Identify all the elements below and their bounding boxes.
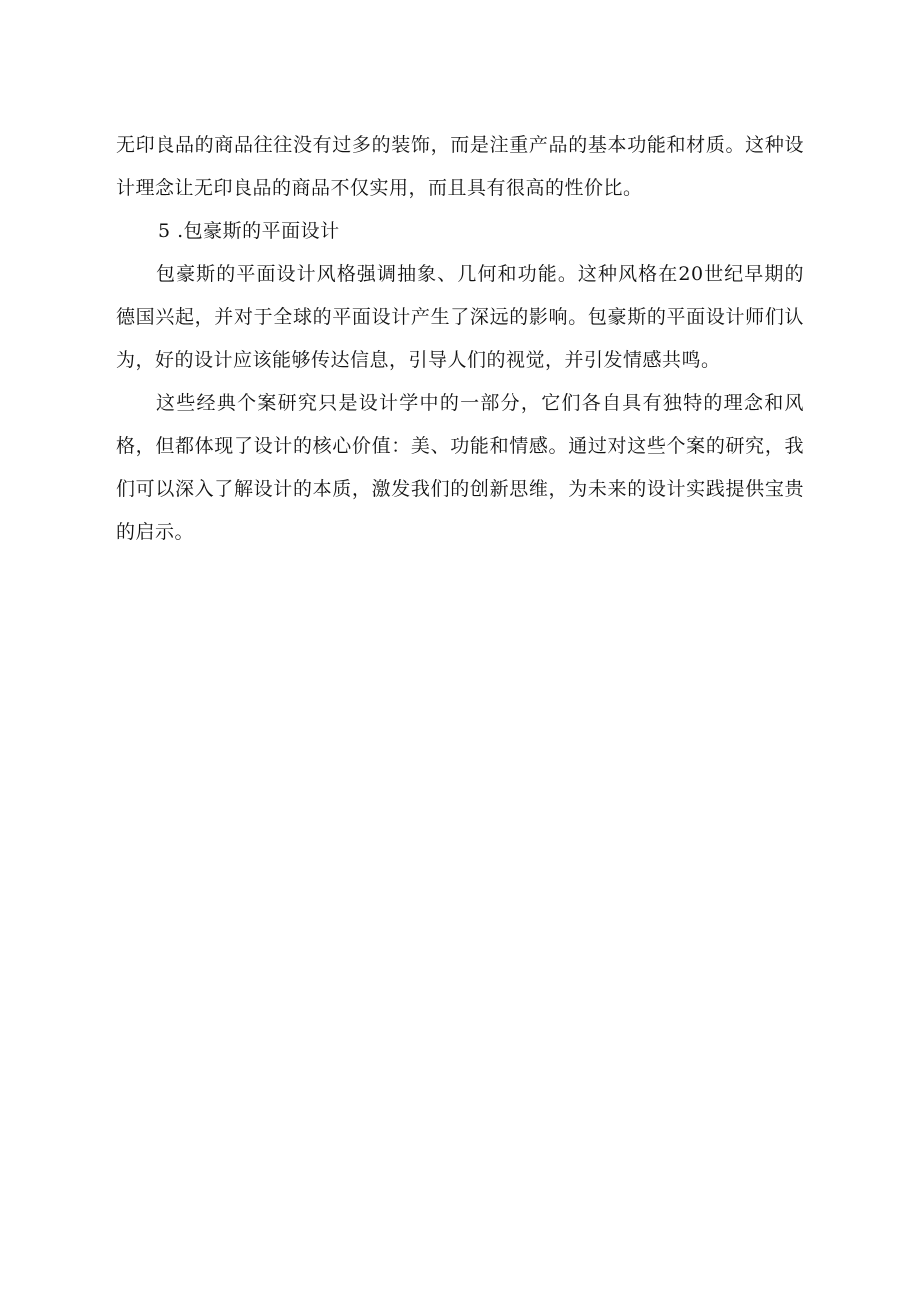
document-body [116, 124, 804, 554]
section-heading-bauhaus: 5 .包豪斯的平面设计 [158, 220, 340, 242]
paragraph-muji-continued: 无印良品的商品往往没有过多的装饰，而是注重产品的基本功能和材质。这种设计理念让无印良品的商品不仅实用，而且具有很高的性价比。 [116, 134, 804, 199]
paragraph-conclusion: 这些经典个案研究只是设计学中的一部分，它们各自具有独特的理念和风格，但都体现了设计的核心价值：美、功能和情感。通过对这些个案的研究，我们可以深入了解设计的本质，激发我们的创新思维，为未来的设计实践提供宝贵的启示。 [116, 392, 804, 543]
paragraph-bauhaus: 包豪斯的平面设计风格强调抽象、几何和功能。这种风格在20世纪早期的德国兴起，并对于全球的平面设计产生了深远的影响。包豪斯的平面设计师们认为，好的设计应该能够传达信息，引导人们的视觉，并引发情感共鸣。 [116, 263, 804, 371]
